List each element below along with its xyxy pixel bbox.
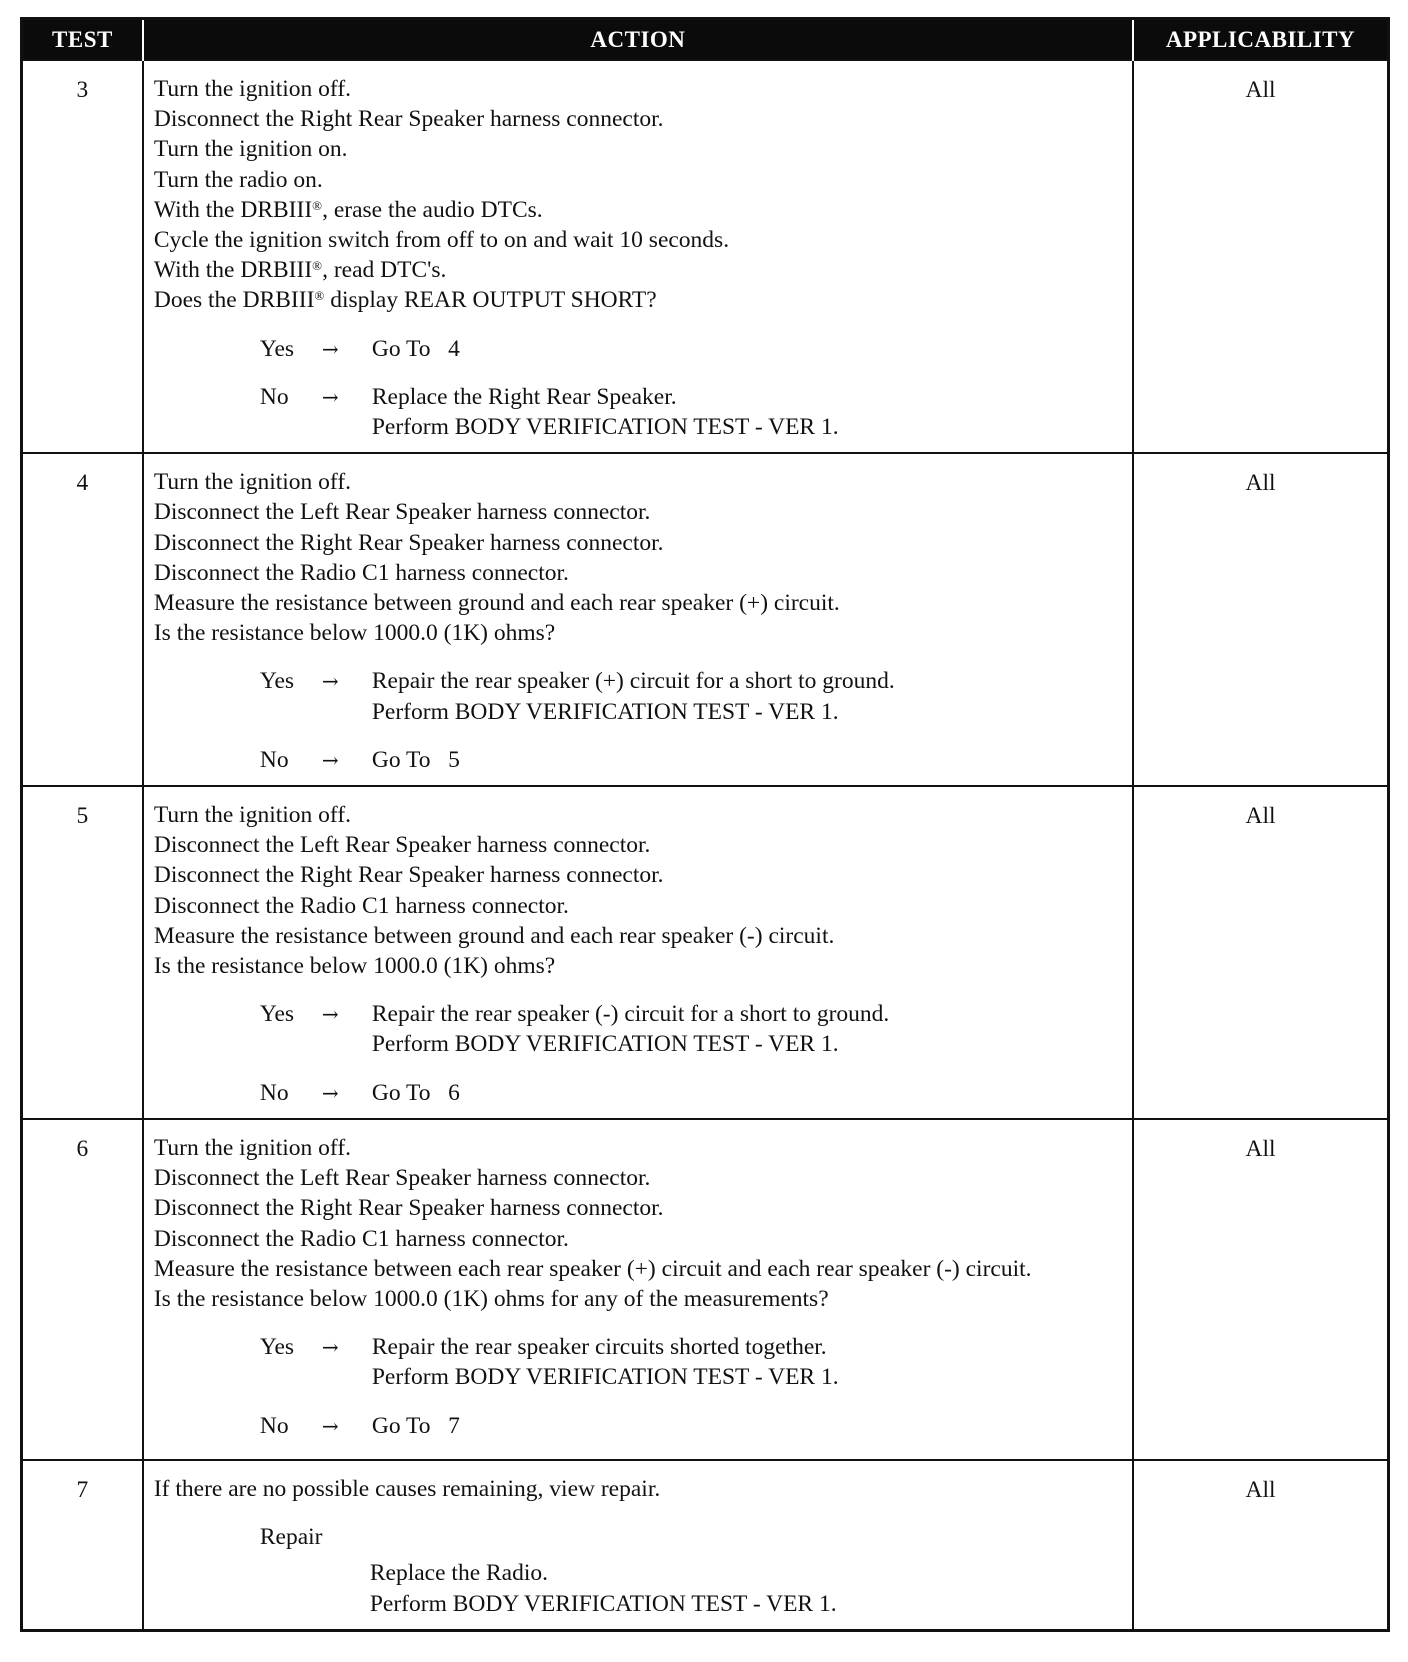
header-row — [22, 19, 1389, 61]
result-line: Go To 4 — [371, 335, 460, 362]
result-line: Perform BODY VERIFICATION TEST - VER 1. — [371, 1031, 839, 1058]
outcome-result — [372, 334, 1128, 364]
action-line: Disconnect the Left Rear Speaker harness connector. — [153, 499, 651, 526]
outcome-result — [372, 745, 1128, 775]
test-number: 4 — [22, 453, 143, 786]
registered-mark: ® — [314, 288, 325, 304]
test-number: 7 — [22, 1460, 143, 1630]
action-line: Is the resistance below 1000.0 (1K) ohms? — [153, 953, 556, 980]
answer-label: No — [259, 383, 289, 410]
action-line: Is the resistance below 1000.0 (1K) ohms? — [153, 620, 556, 647]
outcome-result — [372, 666, 1128, 726]
result-line: Go To 5 — [371, 746, 460, 773]
action-line: Turn the ignition off. — [153, 76, 352, 102]
action-line: Turn the ignition off. — [153, 469, 352, 496]
action-line: Measure the resistance between ground and each rear speaker (-) circuit. — [153, 922, 835, 949]
outcome-no — [154, 1411, 1128, 1441]
action-line: Measure the resistance between each rear speaker (+) circuit and each rear speaker (-) circuit. — [153, 1255, 1032, 1282]
column-header-action: ACTION — [143, 19, 1133, 61]
action-cell — [143, 1460, 1133, 1630]
applicability-value: All — [1133, 453, 1389, 786]
outcome-result — [372, 1411, 1128, 1441]
answer-label: Yes — [259, 335, 295, 362]
column-header-test: TEST — [22, 19, 143, 61]
arrow-icon: → — [321, 1002, 339, 1027]
applicability-value: All — [1133, 60, 1389, 453]
action-line: Disconnect the Radio C1 harness connector. — [153, 892, 569, 919]
outcome-no — [154, 1078, 1128, 1108]
arrow-icon: → — [321, 747, 339, 772]
action-line: If there are no possible causes remaining, view repair. — [153, 1475, 661, 1502]
outcome-result — [372, 1332, 1128, 1392]
result-line: Go To 7 — [371, 1412, 460, 1439]
applicability-value: All — [1133, 1460, 1389, 1630]
test-number: 3 — [22, 60, 143, 453]
action-line: Turn the ignition off. — [153, 802, 352, 829]
action-line: Does the DRBIII® display REAR OUTPUT SHORT? — [153, 287, 657, 314]
arrow-icon: → — [321, 1335, 339, 1360]
outcome-result — [372, 382, 1128, 442]
test-number: 5 — [22, 786, 143, 1119]
result-line: Replace the Right Rear Speaker. — [371, 383, 677, 410]
result-line: Repair the rear speaker circuits shorted together. — [371, 1334, 827, 1361]
result-line: Repair the rear speaker (-) circuit for a short to ground. — [371, 1001, 890, 1028]
arrow-icon: → — [321, 669, 339, 694]
action-line: Is the resistance below 1000.0 (1K) ohms for any of the measurements? — [153, 1285, 829, 1312]
action-line: Measure the resistance between ground and each rear speaker (+) circuit. — [153, 590, 840, 617]
action-line: Cycle the ignition switch from off to on and wait 10 seconds. — [153, 227, 730, 254]
answer-label: No — [259, 1079, 289, 1106]
action-line: With the DRBIII®, erase the audio DTCs. — [153, 196, 543, 223]
answer-label: No — [259, 746, 289, 773]
action-cell — [143, 60, 1133, 453]
outcome-result — [372, 999, 1128, 1059]
test-row — [22, 1460, 1389, 1630]
applicability-value: All — [1133, 786, 1389, 1119]
action-line: Turn the ignition on. — [153, 136, 348, 163]
column-header-applicability: APPLICABILITY — [1133, 19, 1389, 61]
answer-label: No — [259, 1412, 289, 1439]
test-number: 6 — [22, 1119, 143, 1460]
registered-mark: ® — [312, 258, 323, 274]
repair-line: Replace the Radio. — [369, 1560, 549, 1587]
action-line: Disconnect the Radio C1 harness connector. — [153, 1225, 569, 1252]
outcome-no — [154, 382, 1128, 442]
action-line: With the DRBIII®, read DTC's. — [153, 257, 447, 284]
repair-line: Perform BODY VERIFICATION TEST - VER 1. — [369, 1590, 837, 1617]
action-cell — [143, 453, 1133, 786]
diagnostic-test-table — [20, 17, 1390, 1632]
outcome-yes — [154, 334, 1128, 364]
answer-label: Yes — [259, 668, 295, 695]
answer-label: Yes — [259, 1001, 295, 1028]
outcome-yes — [154, 999, 1128, 1059]
action-line: Disconnect the Radio C1 harness connector. — [153, 559, 569, 586]
test-row — [22, 1119, 1389, 1460]
action-line: Disconnect the Left Rear Speaker harness connector. — [153, 832, 651, 859]
repair-label: Repair — [259, 1524, 323, 1551]
repair-steps — [154, 1558, 1128, 1618]
action-line: Disconnect the Right Rear Speaker harness connector. — [153, 1195, 664, 1222]
action-line: Disconnect the Right Rear Speaker harness connector. — [153, 862, 664, 889]
action-cell — [143, 786, 1133, 1119]
action-line: Turn the ignition off. — [153, 1134, 352, 1161]
registered-mark: ® — [312, 197, 323, 213]
outcome-no — [154, 745, 1128, 775]
outcome-yes — [154, 1332, 1128, 1392]
result-line: Go To 6 — [371, 1079, 460, 1106]
arrow-icon: → — [321, 336, 339, 361]
test-row — [22, 786, 1389, 1119]
test-row — [22, 453, 1389, 786]
answer-label: Yes — [259, 1334, 295, 1361]
arrow-icon: → — [321, 384, 339, 409]
action-cell — [143, 1119, 1133, 1460]
result-line: Perform BODY VERIFICATION TEST - VER 1. — [371, 414, 839, 441]
action-line: Turn the radio on. — [153, 166, 323, 193]
action-line: Disconnect the Right Rear Speaker harness connector. — [153, 529, 664, 556]
outcome-result — [372, 1078, 1128, 1108]
arrow-icon: → — [321, 1413, 339, 1438]
result-line: Perform BODY VERIFICATION TEST - VER 1. — [371, 698, 839, 725]
outcome-yes — [154, 666, 1128, 726]
result-line: Repair the rear speaker (+) circuit for a short to ground. — [371, 668, 895, 695]
test-row — [22, 60, 1389, 453]
result-line: Perform BODY VERIFICATION TEST - VER 1. — [371, 1364, 839, 1391]
action-line: Disconnect the Right Rear Speaker harness connector. — [153, 106, 664, 133]
arrow-icon: → — [321, 1080, 339, 1105]
applicability-value: All — [1133, 1119, 1389, 1460]
action-line: Disconnect the Left Rear Speaker harness connector. — [153, 1165, 651, 1192]
